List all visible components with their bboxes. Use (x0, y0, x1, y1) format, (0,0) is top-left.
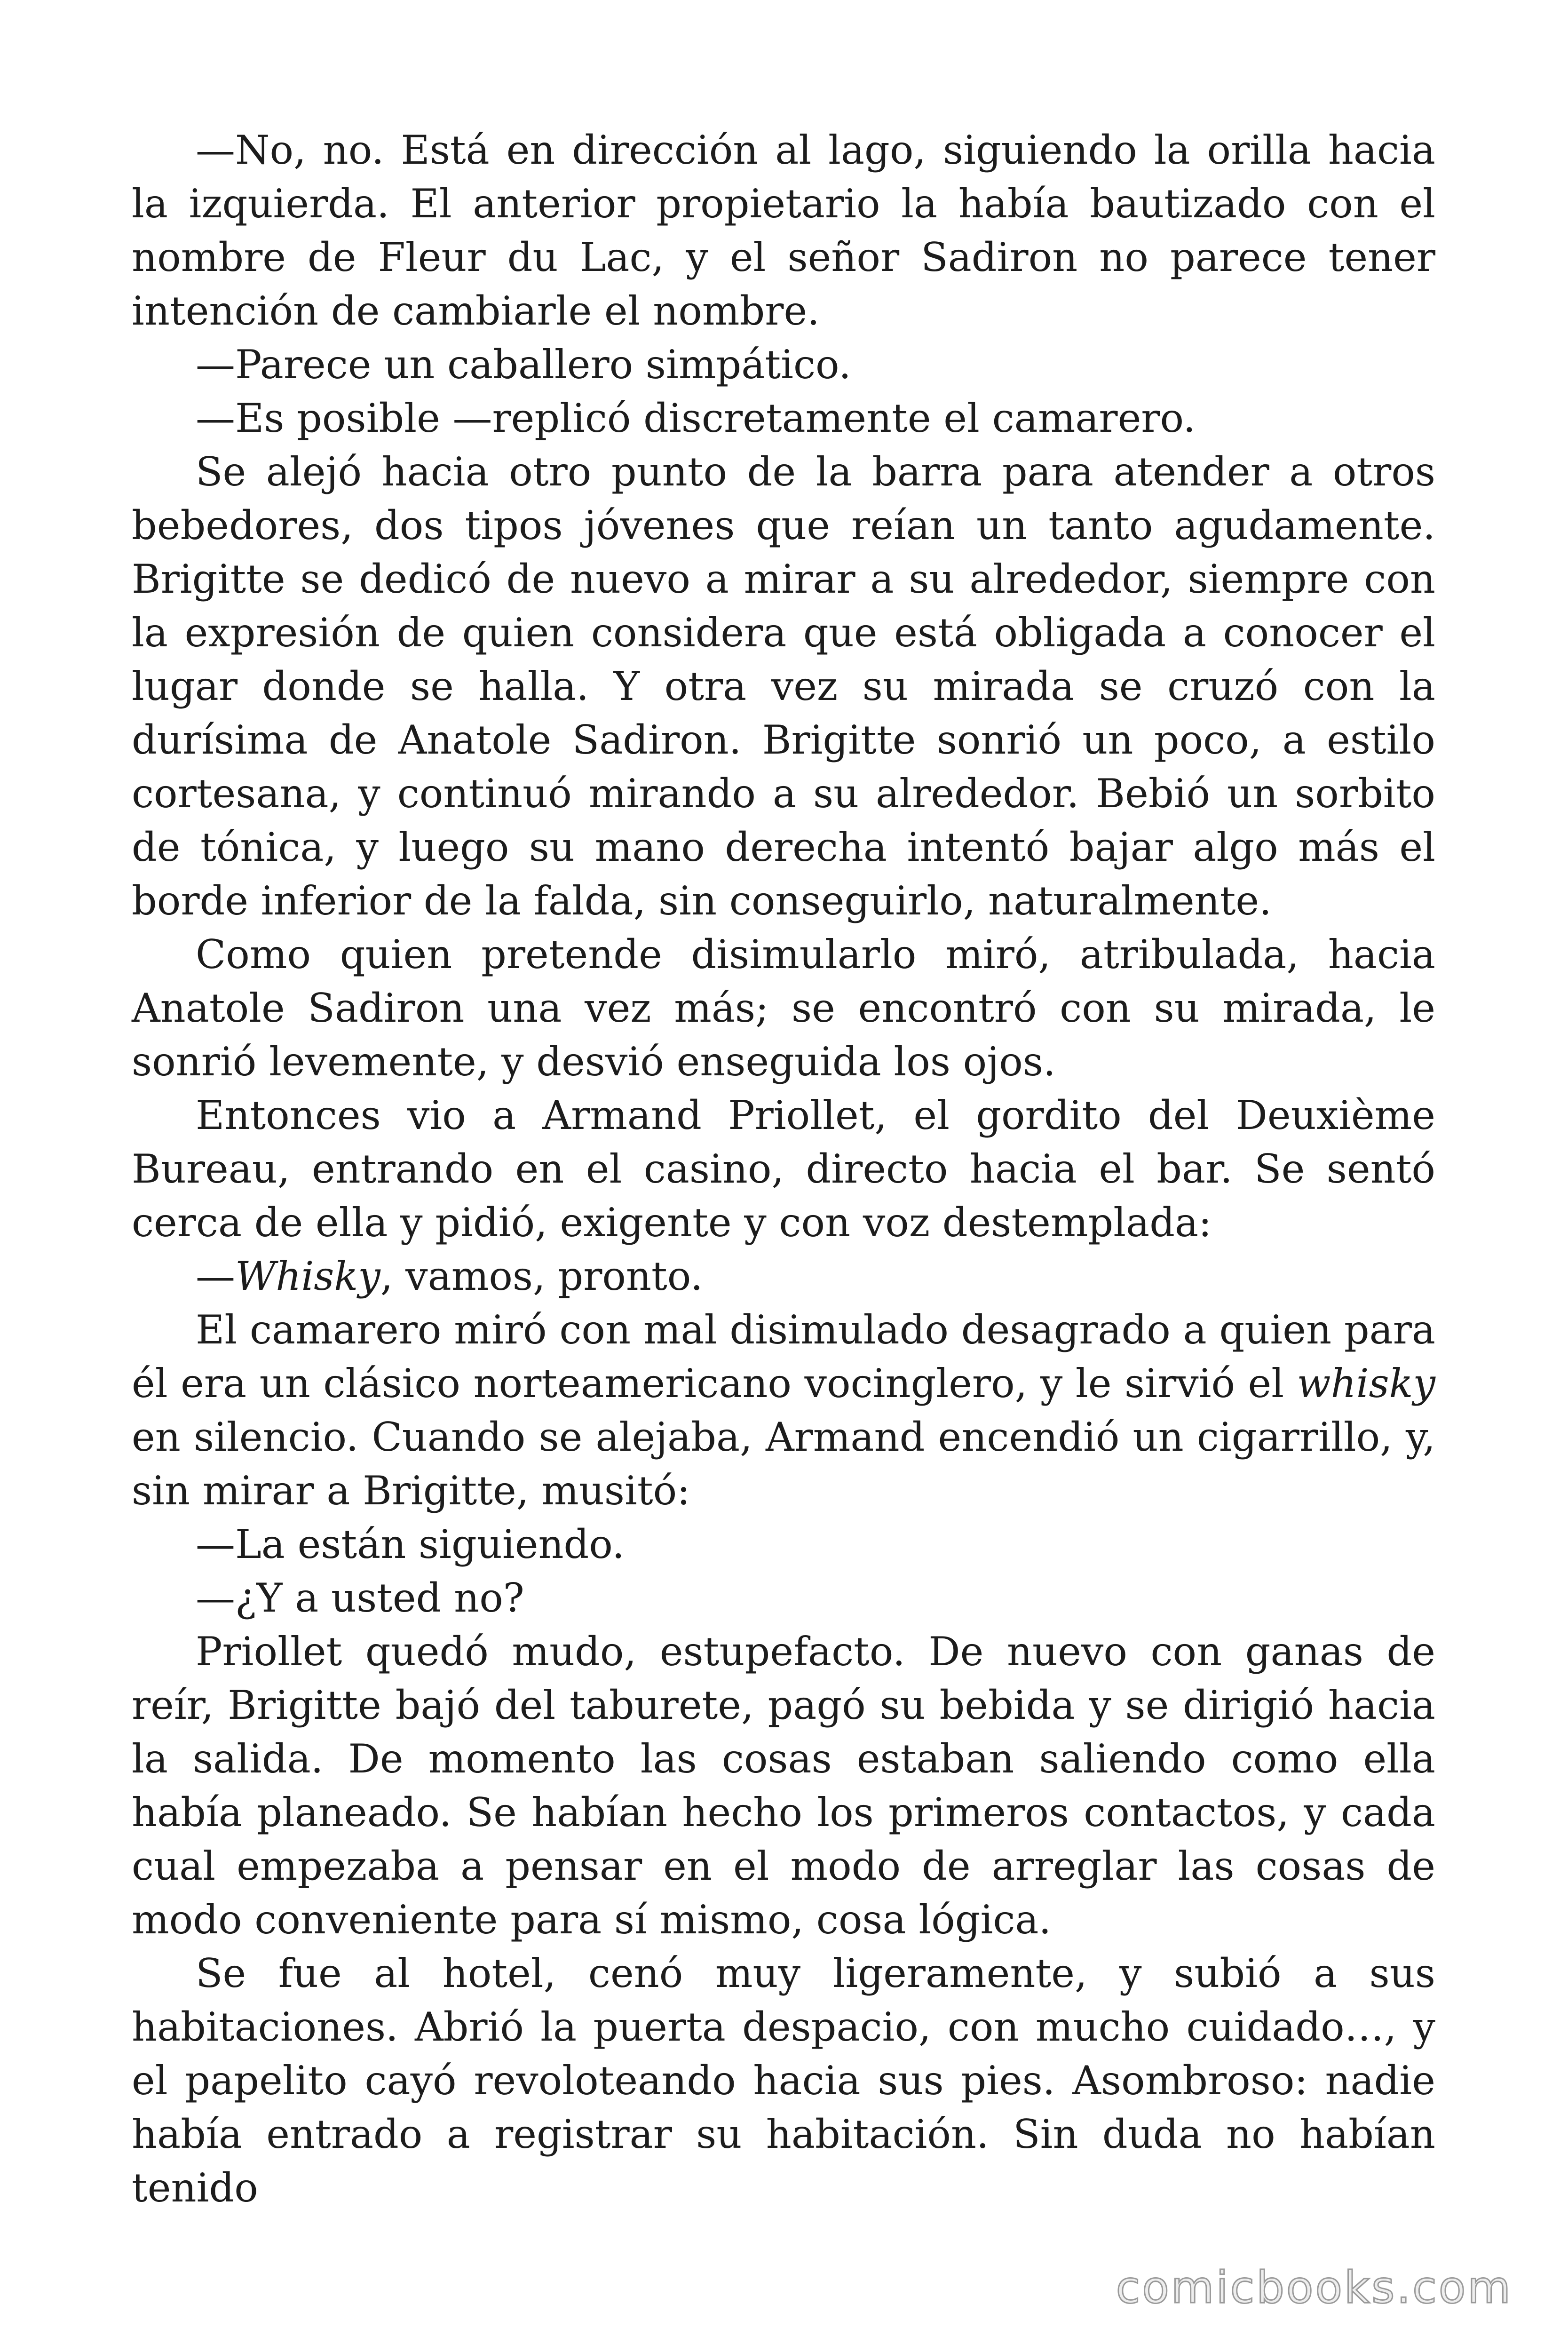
paragraph-12: Se fue al hotel, cenó muy ligeramente, y subió a sus habitaciones. Abrió la puerta despacio, con mucho cuidado…, y el papelito cayó revoloteando hacia sus pies. Asombroso: nadie había entrado a registrar su habitación. Sin duda no habían tenido (132, 1950, 1435, 2211)
page-text (132, 123, 1435, 2215)
watermark: comicbooks.com (1116, 2262, 1513, 2313)
paragraph-1: —No, no. Está en dirección al lago, siguiendo la orilla hacia la izquierda. El anterior propietario la había bautizado con el nombre de Fleur du Lac, y el señor Sadiron no parece tener intención de cambiarle el nombre. (132, 127, 1435, 334)
paragraph-8-start: El camarero miró con mal disimulado desagrado a quien para él era un clásico norteamericano vocinglero, y le sirvió el (132, 1307, 1435, 1406)
paragraph-10: —¿Y a usted no? (196, 1575, 524, 1621)
paragraph-6: Entonces vio a Armand Priollet, el gordito del Deuxième Bureau, entrando en el casino, directo hacia el bar. Se sentó cerca de ella y pidió, exigente y con voz destemplada: (132, 1092, 1435, 1246)
emphasis-whisky: Whisky (235, 1253, 380, 1299)
paragraph-5: Como quien pretende disimularlo miró, atribulada, hacia Anatole Sadiron una vez más; se encontró con su mirada, le sonrió levemente, y desvió enseguida los ojos. (132, 931, 1435, 1085)
paragraph-8-end: en silencio. Cuando se alejaba, Armand encendió un cigarrillo, y, sin mirar a Brigitte, musitó: (132, 1414, 1435, 1514)
paragraph-7-start: — (196, 1253, 235, 1299)
paragraph-9: —La están siguiendo. (196, 1521, 625, 1567)
paragraph-11: Priollet quedó mudo, estupefacto. De nuevo con ganas de reír, Brigitte bajó del taburete, pagó su bebida y se dirigió hacia la salida. De momento las cosas estaban saliendo como ella había planeado. Se habían hecho los primeros contactos, y cada cual empezaba a pensar en el modo de arreglar las cosas de modo conveniente para sí mismo, cosa lógica. (132, 1629, 1435, 1943)
emphasis-whisky-inline: whisky (1297, 1360, 1435, 1406)
paragraph-4: Se alejó hacia otro punto de la barra para atender a otros bebedores, dos tipos jóvenes que reían un tanto agudamente. Brigitte se dedicó de nuevo a mirar a su alrededor, siempre con la expresión de quien considera que está obligada a conocer el lugar donde se halla. Y otra vez su mirada se cruzó con la durísima de Anatole Sadiron. Brigitte sonrió un poco, a estilo cortesana, y continuó mirando a su alrededor. Bebió un sorbito de tónica, y luego su mano derecha intentó bajar algo más el borde inferior de la falda, sin conseguirlo, naturalmente. (132, 449, 1435, 924)
paragraph-7-end: , vamos, pronto. (380, 1253, 703, 1299)
paragraph-8 (132, 1303, 1435, 1518)
paragraph-3: —Es posible —replicó discretamente el camarero. (196, 395, 1196, 441)
paragraph-7 (132, 1249, 1435, 1303)
paragraph-2: —Parece un caballero simpático. (196, 342, 851, 388)
